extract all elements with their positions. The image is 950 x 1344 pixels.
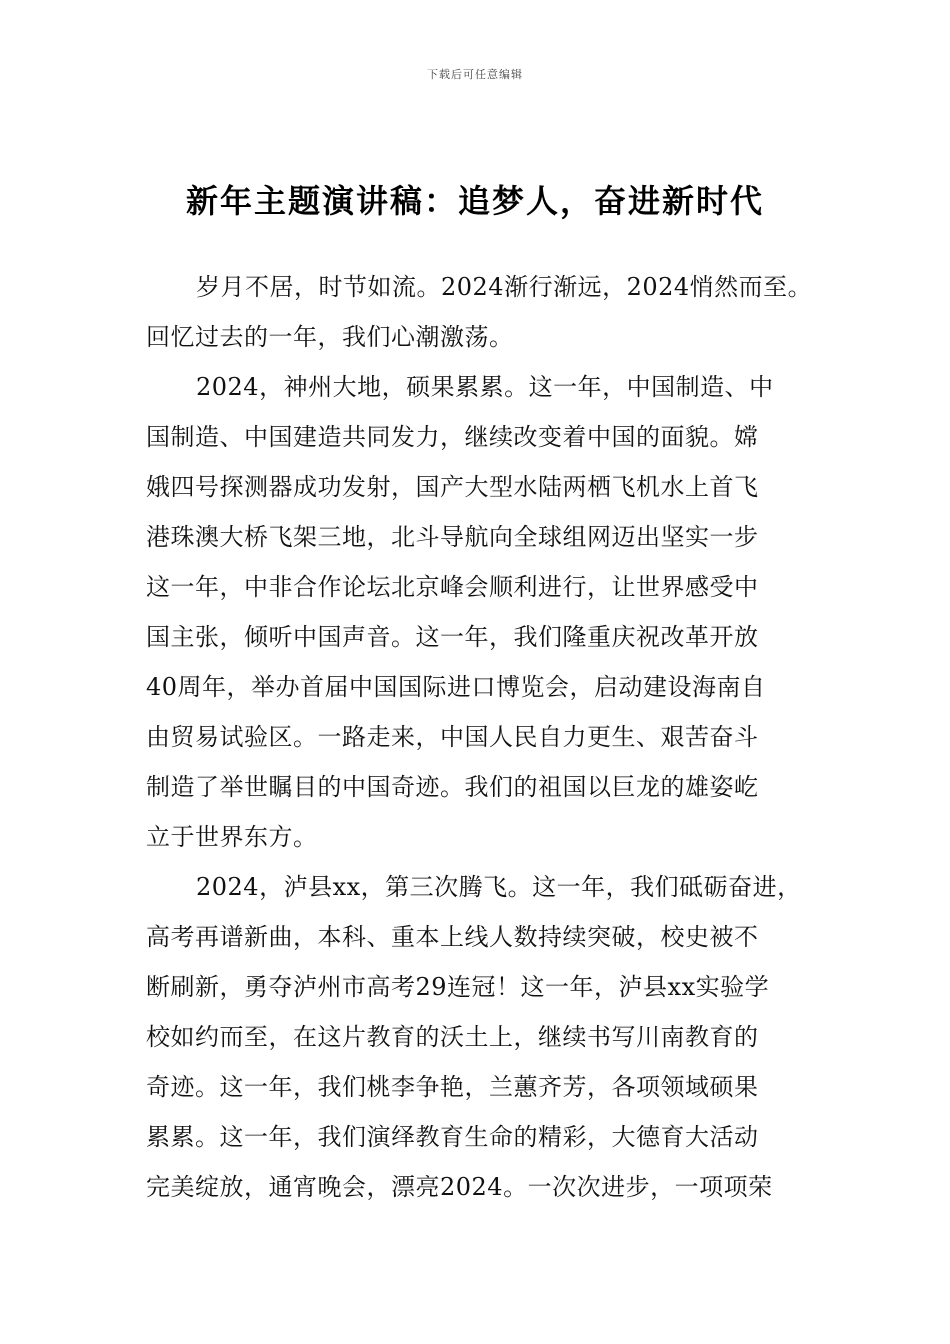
paragraph-line: 国主张，倾听中国声音。这一年，我们隆重庆祝改革开放 bbox=[146, 623, 759, 651]
paragraph-line: 港珠澳大桥飞架三地，北斗导航向全球组网迈出坚实一步 bbox=[146, 523, 759, 551]
paragraph-2 bbox=[146, 362, 826, 862]
paragraph-1 bbox=[146, 262, 826, 362]
paragraph-line: 国制造、中国建造共同发力，继续改变着中国的面貌。嫦 bbox=[146, 423, 759, 451]
paragraph-line: 校如约而至，在这片教育的沃土上，继续书写川南教育的 bbox=[146, 1023, 759, 1051]
paragraph-line: 回忆过去的一年，我们心潮激荡。 bbox=[146, 323, 514, 351]
paragraph-line: 高考再谱新曲，本科、重本上线人数持续突破，校史被不 bbox=[146, 923, 759, 951]
paragraph-line: 奇迹。这一年，我们桃李争艳，兰蕙齐芳，各项领域硕果 bbox=[146, 1073, 759, 1101]
paragraph-line: 40周年，举办首届中国国际进口博览会，启动建设海南自 bbox=[146, 673, 766, 701]
paragraph-line: 娥四号探测器成功发射，国产大型水陆两栖飞机水上首飞 bbox=[146, 473, 759, 501]
paragraph-3 bbox=[146, 862, 826, 1212]
paragraph-line: 立于世界东方。 bbox=[146, 823, 318, 851]
document-title: 新年主题演讲稿：追梦人，奋进新时代 bbox=[185, 182, 764, 220]
paragraph-line: 断刷新，勇夺泸州市高考29连冠！这一年，泸县xx实验学 bbox=[146, 973, 770, 1001]
paragraph-line: 岁月不居，时节如流。2024渐行渐远，2024悄然而至。 bbox=[196, 273, 813, 301]
paragraph-line: 由贸易试验区。一路走来，中国人民自力更生、艰苦奋斗 bbox=[146, 723, 759, 751]
paragraph-line: 这一年，中非合作论坛北京峰会顺利进行，让世界感受中 bbox=[146, 573, 759, 601]
paragraph-line: 2024，泸县xx，第三次腾飞。这一年，我们砥砺奋进， bbox=[196, 873, 802, 901]
paragraph-line: 制造了举世瞩目的中国奇迹。我们的祖国以巨龙的雄姿屹 bbox=[146, 773, 759, 801]
document-body bbox=[146, 262, 826, 1212]
paragraph-line: 完美绽放，通宵晚会，漂亮2024。一次次进步，一项项荣 bbox=[146, 1173, 773, 1201]
header-note: 下载后可任意编辑 bbox=[427, 68, 523, 81]
paragraph-line: 累累。这一年，我们演绎教育生命的精彩，大德育大活动 bbox=[146, 1123, 759, 1151]
paragraph-line: 2024，神州大地，硕果累累。这一年，中国制造、中 bbox=[196, 373, 774, 401]
